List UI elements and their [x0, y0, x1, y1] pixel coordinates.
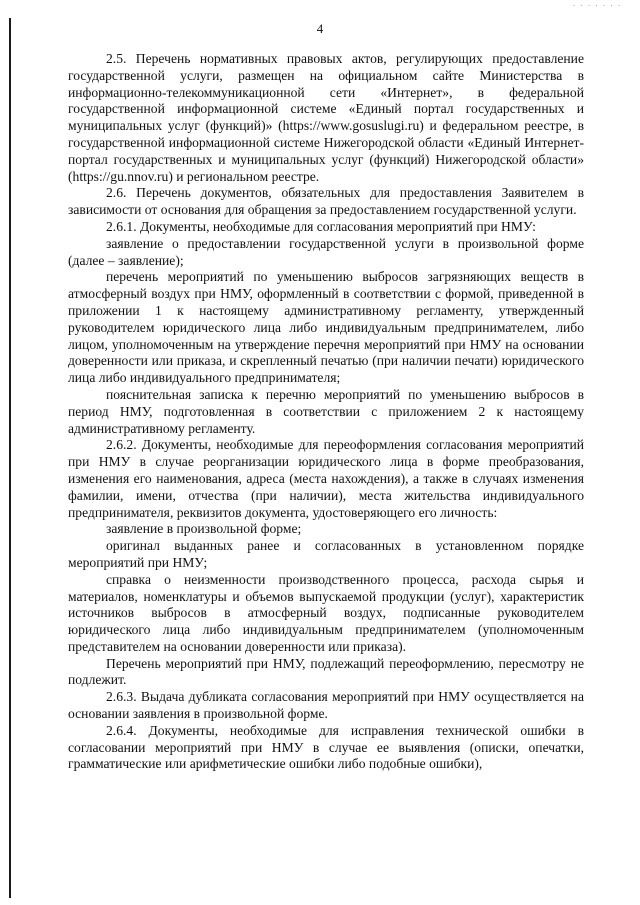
- paragraph-9: оригинал выданных ранее и согласованных в установленном порядке мероприятий при НМУ;: [68, 538, 584, 570]
- document-body: [68, 51, 584, 773]
- paragraph-3: 2.6.1. Документы, необходимые для согласования мероприятий при НМУ:: [106, 218, 536, 234]
- paragraph-13: 2.6.4. Документы, необходимые для исправления технической ошибки в согласовании мероприятий при НМУ в случае ее выявления (описки, опечатки, грамматические или арифметические ошибки либо подобные ошибки),: [68, 722, 584, 772]
- corner-scan-marks: . . . . . . .: [573, 0, 622, 8]
- paragraph-7: 2.6.2. Документы, необходимые для переоформления согласования мероприятий при НМУ в случае реорганизации юридического лица в форме преобразования, изменения его наименования, адреса (места нахождения), а также в случаях изменения фамилии, имени, отчества (при наличии), места жительства индивидуального предпринимателя, реквизитов документа, удостоверяющего его личность:: [68, 437, 584, 520]
- paragraph-4: заявление о предоставлении государственной услуги в произвольной форме (далее – заявление);: [68, 235, 584, 268]
- paragraph-12: 2.6.3. Выдача дубликата согласования мероприятий при НМУ осуществляется на основании заявления в произвольной форме.: [68, 689, 584, 722]
- page-number: 4: [316, 21, 324, 36]
- paragraph-5: перечень мероприятий по уменьшению выбросов загрязняющих веществ в атмосферный воздух при НМУ, оформленный в соответствии с формой, приведенной в приложении 1 к настоящему административному регламенту, утвержденный руководителем юридического лица либо индивидуальным предпринимателем, либо лицом, уполномоченным на утверждение перечня мероприятий при НМУ на основании доверенности или приказа, и скрепленный печатью (при наличии печати) юридического лица либо индивидуального предпринимателя;: [68, 269, 584, 386]
- paragraph-1: 2.5. Перечень нормативных правовых актов, регулирующих предоставление государственной услуги, размещен на официальном сайте Министерства в информационно-телекоммуникационной сети «Интернет», в федеральной государственной информационной системе «Единый портал государственных и муниципальных услуг (функций)» (https://www.gosuslugi.ru) и федеральном реестре, в государственной информационной системе Нижегородской области «Единый Интернет-портал государственных и муниципальных услуг (функций) Нижегородской области» (https://gu.nnov.ru) и региональном реестре.: [68, 51, 584, 184]
- paragraph-10: справка о неизменности производственного процесса, расхода сырья и материалов, номенклатуры и объемов выпускаемой продукции (услуг), характеристик источников выбросов в атмосферный воздух, подписанные руководителем юридического лица либо индивидуальным предпринимателем (уполномоченным представителем на основании доверенности или приказа).: [68, 571, 584, 654]
- paragraph-11: Перечень мероприятий при НМУ, подлежащий переоформлению, пересмотру не подлежит.: [68, 655, 584, 688]
- binding-edge-line: [9, 18, 11, 898]
- paragraph-6: пояснительная записка к перечню мероприятий по уменьшению выбросов в период НМУ, подготовленная в соответствии с приложением 2 к настоящему административному регламенту.: [68, 386, 584, 436]
- paragraph-8: заявление в произвольной форме;: [106, 521, 302, 537]
- paragraph-2: 2.6. Перечень документов, обязательных для предоставления Заявителем в зависимости от основания для обращения за предоставлением государственной услуги.: [68, 185, 584, 218]
